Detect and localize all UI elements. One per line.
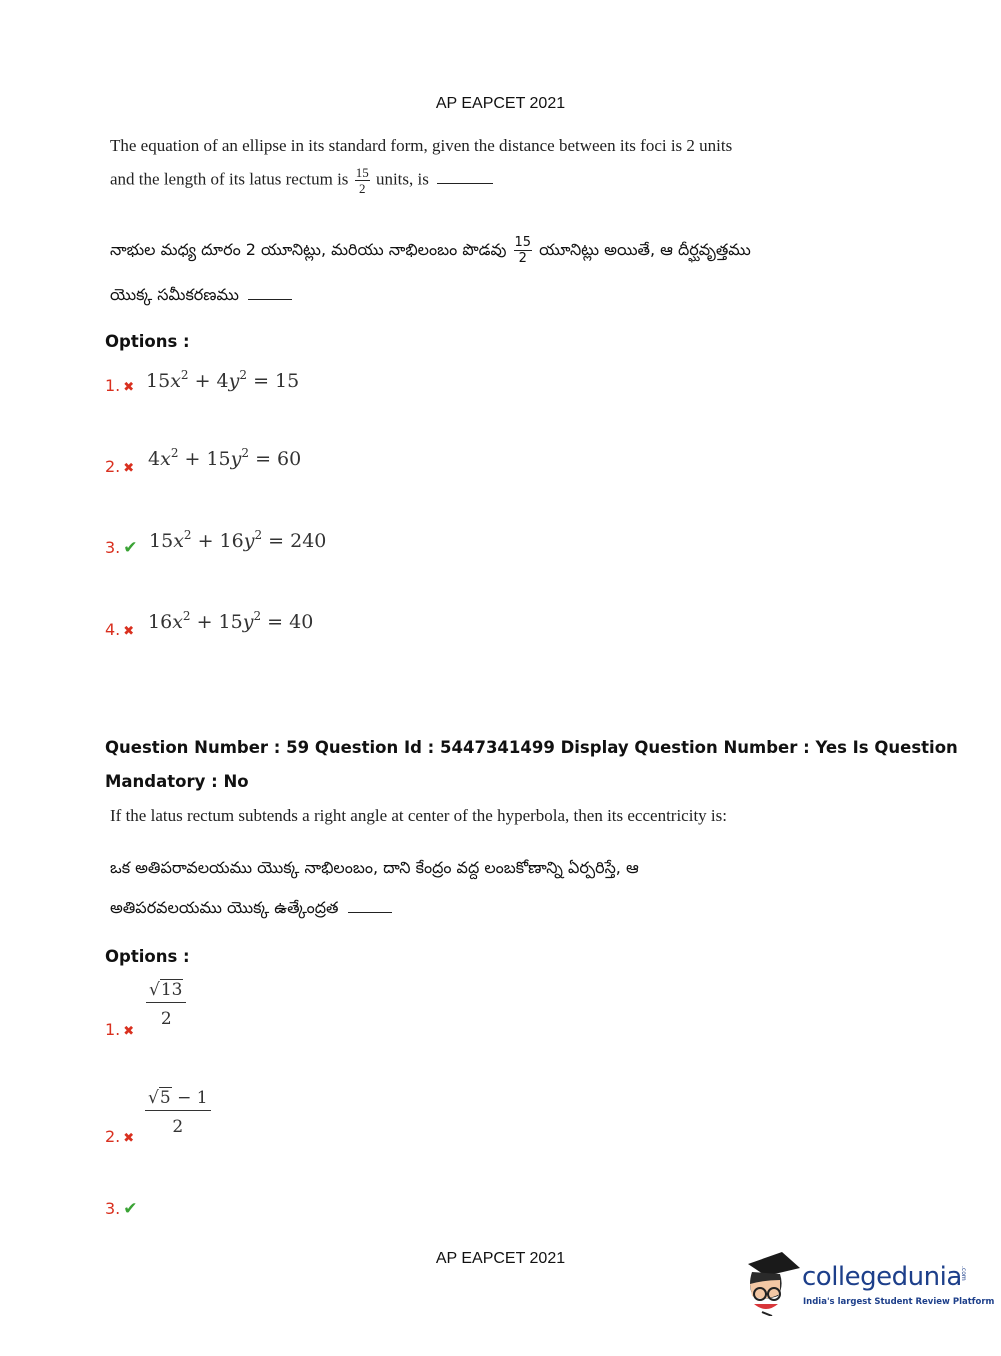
- exponent: 2: [182, 609, 191, 623]
- question-58-telugu-line-2: [110, 285, 292, 308]
- option-2[interactable]: [105, 1127, 134, 1147]
- option-4-equation: [148, 609, 313, 633]
- fraction-denominator: 2: [172, 1117, 184, 1137]
- equation-rhs: = 40: [267, 611, 314, 633]
- question-59-telugu-line-2-text: అతిపరవలయము యొక్క ఉత్కేంద్రత: [110, 898, 339, 917]
- fraction-numerator: √13: [146, 980, 186, 1003]
- variable-x: x: [172, 611, 183, 633]
- answer-blank: [437, 169, 493, 184]
- question-59-meta-line-2: Mandatory : No: [105, 772, 249, 791]
- option-4[interactable]: [105, 620, 134, 640]
- variable-x: x: [160, 448, 171, 470]
- option-1[interactable]: [105, 376, 134, 396]
- option-1-fraction: [146, 980, 186, 1029]
- exponent: 2: [170, 446, 179, 460]
- exponent: 2: [241, 446, 250, 460]
- option-2-equation: [148, 446, 301, 470]
- fraction-denominator: 2: [358, 181, 366, 196]
- variable-y: y: [243, 530, 255, 552]
- page-header: AP EAPCET 2021: [435, 95, 566, 112]
- coefficient: 15: [146, 370, 171, 392]
- option-number: 1.: [105, 1020, 121, 1039]
- option-2[interactable]: [105, 457, 134, 477]
- variable-y: y: [230, 448, 242, 470]
- coefficient: 4: [148, 448, 161, 470]
- question-58-telugu-line-1-start: నాభుల మధ్య దూరం 2 యూనిట్లు, మరియు నాభిలంబం పొడవు: [110, 240, 507, 259]
- fraction-numerator: √5 − 1: [145, 1088, 211, 1111]
- question-59-telugu-line-1: ఒక అతిపరావలయము యొక్క నాభిలంబం, దాని కేంద్రం వద్ద లంబకోణాన్ని ఏర్పరిస్తే, ఆ: [110, 858, 639, 877]
- variable-y: y: [228, 370, 240, 392]
- fraction-numerator: 15: [514, 235, 532, 250]
- option-1[interactable]: [105, 1020, 134, 1040]
- coefficient: 16: [148, 611, 173, 633]
- brand-tagline: India's largest Student Review Platform: [803, 1297, 995, 1307]
- option-number: 4.: [105, 620, 121, 639]
- question-58-telugu-line-1-end: యూనిట్లు అయితే, ఆ దీర్ఘవృత్తము: [539, 240, 751, 259]
- radicand: 5: [159, 1088, 171, 1108]
- option-number: 3.: [105, 1199, 121, 1218]
- equation-rhs: = 240: [268, 530, 327, 552]
- radicand: 13: [160, 980, 183, 1000]
- brand-name: collegedunia: [802, 1262, 962, 1292]
- option-number: 3.: [105, 538, 121, 557]
- wrong-mark-icon: ✖: [123, 460, 135, 475]
- question-59-english-line-1: If the latus rectum subtends a right angle at center of the hyperbola, then its eccentricity is:: [110, 806, 727, 825]
- question-58-english-line-2-end: units, is: [375, 169, 429, 189]
- question-58-telugu-line-1: [110, 236, 751, 265]
- latus-rectum-fraction: [355, 166, 370, 195]
- option-number: 2.: [105, 457, 121, 476]
- equation-rhs: = 15: [253, 370, 300, 392]
- option-3[interactable]: [105, 538, 138, 558]
- answer-blank: [248, 285, 292, 300]
- fraction-denominator: 2: [160, 1009, 172, 1029]
- exponent: 2: [239, 368, 248, 382]
- wrong-mark-icon: ✖: [123, 623, 135, 638]
- question-59-meta-line-1: Question Number : 59 Question Id : 5447341499 Display Question Number : Yes Is Question: [105, 738, 958, 757]
- options-label: Options :: [105, 947, 190, 966]
- answer-blank: [348, 898, 392, 913]
- equation-rhs: = 60: [255, 448, 302, 470]
- coefficient: + 15: [196, 611, 243, 633]
- wrong-mark-icon: ✖: [123, 1023, 135, 1038]
- option-2-fraction: [145, 1088, 211, 1137]
- check-mark-icon: ✔: [123, 538, 138, 557]
- check-mark-icon: ✔: [123, 1199, 138, 1218]
- exponent: 2: [253, 609, 262, 623]
- telugu-latus-rectum-fraction: [514, 236, 533, 265]
- coefficient: + 4: [194, 370, 229, 392]
- option-number: 1.: [105, 376, 121, 395]
- variable-x: x: [170, 370, 181, 392]
- variable-y: y: [242, 611, 254, 633]
- brand-com: .com: [960, 1266, 967, 1281]
- exponent: 2: [254, 528, 263, 542]
- question-58-english-line-2: [110, 166, 493, 195]
- coefficient: 15: [149, 530, 174, 552]
- exponent: 2: [183, 528, 192, 542]
- numerator-tail: − 1: [171, 1088, 208, 1108]
- option-3[interactable]: [105, 1199, 138, 1219]
- collegedunia-logo: [742, 1250, 995, 1320]
- option-1-equation: [146, 368, 299, 392]
- option-number: 2.: [105, 1127, 121, 1146]
- coefficient: + 15: [184, 448, 231, 470]
- fraction-numerator: 15: [355, 165, 369, 180]
- exponent: 2: [180, 368, 189, 382]
- variable-x: x: [173, 530, 184, 552]
- question-59-telugu-line-2: [110, 898, 392, 921]
- wrong-mark-icon: ✖: [123, 1130, 135, 1145]
- option-3-equation: [149, 528, 326, 552]
- mascot-icon: [742, 1250, 804, 1316]
- fraction-denominator: 2: [518, 251, 527, 266]
- question-58-telugu-line-2-text: యొక్క సమీకరణము: [110, 285, 239, 304]
- page-footer: AP EAPCET 2021: [435, 1250, 566, 1267]
- coefficient: + 16: [197, 530, 244, 552]
- question-58-english-line-1: The equation of an ellipse in its standard form, given the distance between its foci is 2 units: [110, 136, 733, 155]
- options-label: Options :: [105, 332, 190, 351]
- question-58-english-line-2-start: and the length of its latus rectum is: [110, 169, 349, 189]
- wrong-mark-icon: ✖: [123, 379, 135, 394]
